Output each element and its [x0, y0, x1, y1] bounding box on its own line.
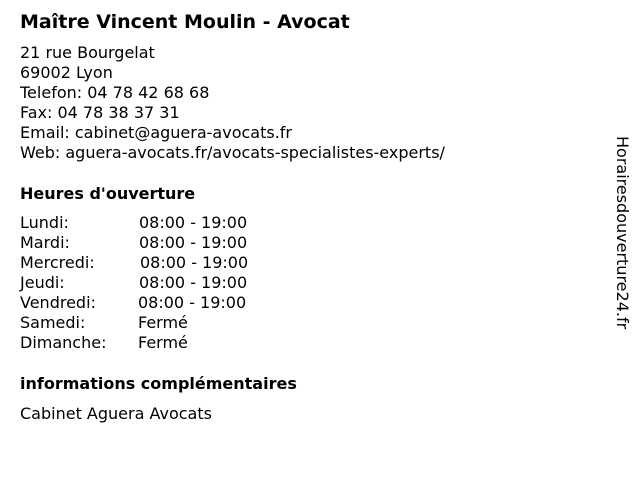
hours-value: Fermé [138, 333, 188, 352]
day-label: Lundi: [20, 213, 69, 232]
hours-value: 08:00 - 19:00 [139, 233, 248, 252]
additional-info-text: Cabinet Aguera Avocats [20, 404, 212, 423]
email-line: Email: cabinet@aguera-avocats.fr [20, 123, 292, 142]
fax-line: Fax: 04 78 38 37 31 [20, 103, 180, 122]
day-label: Mardi: [20, 233, 70, 252]
hours-value: Fermé [138, 313, 188, 332]
phone-line: Telefon: 04 78 42 68 68 [20, 83, 210, 102]
address-city: 69002 Lyon [20, 63, 113, 82]
opening-hours-heading: Heures d'ouverture [20, 184, 196, 203]
brand-watermark: Horairesdouverture24.fr [613, 136, 632, 330]
day-label: Samedi: [20, 313, 86, 332]
day-label: Dimanche: [20, 333, 107, 352]
contact-block [20, 43, 445, 163]
web-line: Web: aguera-avocats.fr/avocats-specialistes-experts/ [20, 143, 445, 162]
day-label: Jeudi: [20, 273, 65, 292]
address-street: 21 rue Bourgelat [20, 43, 155, 62]
day-label: Mercredi: [20, 253, 95, 272]
hours-value: 08:00 - 19:00 [140, 253, 249, 272]
page-title: Maître Vincent Moulin - Avocat [20, 11, 350, 33]
hours-value: 08:00 - 19:00 [139, 273, 248, 292]
additional-info-heading: informations complémentaires [20, 374, 297, 393]
hours-value: 08:00 - 19:00 [139, 213, 248, 232]
day-label: Vendredi: [20, 293, 96, 312]
hours-value: 08:00 - 19:00 [138, 293, 247, 312]
